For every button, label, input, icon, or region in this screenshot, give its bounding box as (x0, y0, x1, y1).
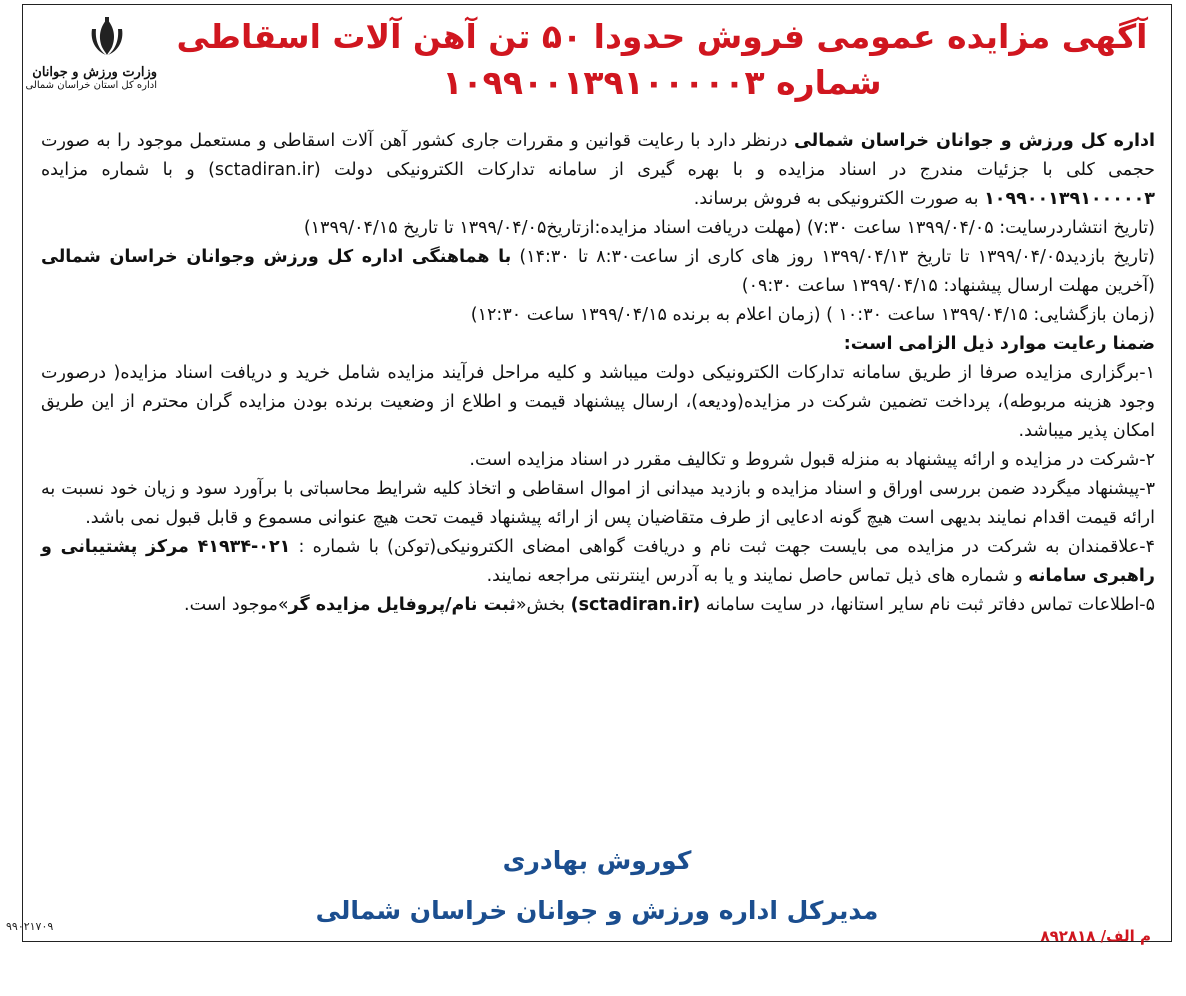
item5-mid: بخش« (515, 595, 571, 615)
publish-dates: (تاریخ انتشاردرسایت: ۱۳۹۹/۰۴/۰۵ ساعت ۷:۳۰) (مهلت دریافت اسناد مزایده:ازتاریخ۱۳۹۹/۰۴/۰۵ تا تاریخ ۱۳۹۹/۰۴/۱۵) (303, 218, 1155, 238)
organization-name: اداره کل ورزش و جوانان خراسان شمالی (793, 131, 1155, 151)
auction-number: ۱۰۹۹۰۰۱۳۹۱۰۰۰۰۰۳ (984, 189, 1155, 209)
condition-item-2: ۲-شرکت در مزایده و ارائه پیشنهاد به منزله قبول شروط و تکالیف مقرر در اسناد مزایده است. (469, 450, 1155, 470)
condition-item-4 (41, 533, 1155, 591)
visit-dates (41, 243, 1155, 301)
item4-tail: و شماره های ذیل تماس حاصل نمایند و یا به آدرس اینترنتی مراجعه نمایند. (486, 566, 1029, 586)
ministry-logo (25, 15, 157, 115)
notice-code: م الف/ ۸۹۲۸۱۸ (1040, 927, 1151, 945)
opening-dates: (زمان بازگشایی: ۱۳۹۹/۰۴/۱۵ ساعت ۱۰:۳۰ ) (زمان اعلام به برنده ۱۳۹۹/۰۴/۱۵ ساعت ۱۲:۳۰) (470, 305, 1155, 325)
notice-frame (22, 4, 1172, 945)
site-address: (sctadiran.ir) (570, 595, 701, 615)
intro-paragraph (41, 127, 1155, 214)
condition-item-1: ۱-برگزاری مزایده صرفا از طریق سامانه تدارکات الکترونیکی دولت میباشد و کلیه مراحل فرآیند مزایده شامل خرید و دریافت اسناد مزایده( درصورت وجود هزینه مربوطه)، پرداخت تضمین شرکت در مزایده(ودیعه)، ارسال پیشنهاد قیمت و اطلاع از وضعیت برنده بودن مزایده گران محترم از این طریق امکان پذیر میباشد. (41, 363, 1155, 441)
notice-title (173, 15, 1151, 107)
logo-office-name: اداره کل استان خراسان شمالی (25, 80, 157, 91)
intro-text: درنظر دارد با رعایت قوانین و مقررات جاری کشور آهن آلات اسقاطی و مستعمل موجود را به صورت حجمی کلی با جزئیات مندرج در اسناد مزایده و با بهره گیری از سامانه تدارکات الکترونیکی دولت (sctadiran.ir) و با شماره مزایده (41, 131, 1155, 180)
support-center: ۰۲۱-۴۱۹۳۴ مرکز پشتیبانی و راهبری سامانه (41, 537, 1155, 586)
visit-text: (تاریخ بازدید۱۳۹۹/۰۴/۰۵ تا تاریخ ۱۳۹۹/۰۴/۱۳ روز های کاری از ساعت۸:۳۰ تا ۱۴:۳۰) (511, 247, 1156, 267)
notice-body (41, 127, 1155, 620)
profile-section: ثبت نام/پروفایل مزایده گر (288, 595, 516, 615)
conditions-heading: ضمنا رعایت موارد ذیل الزامی است: (843, 334, 1155, 354)
signature-block (23, 841, 1171, 931)
intro-tail: به صورت الکترونیکی به فروش برساند. (693, 189, 985, 209)
side-number: ۹۹۰۲۱۷۰۹ (6, 920, 54, 933)
item4-text: ۴-علاقمندان به شرکت در مزایده می بایست جهت ثبت نام و دریافت گواهی امضای الکترونیکی(توکن) با شماره : (290, 537, 1155, 557)
title-line-2: شماره ۱۰۹۹۰۰۱۳۹۱۰۰۰۰۰۳ (442, 63, 882, 102)
signatory-name: کوروش بهادری (502, 846, 692, 875)
logo-ministry-name: وزارت ورزش و جوانان (32, 65, 157, 80)
emblem-icon (84, 15, 130, 61)
item5-tail: »موجود است. (184, 595, 289, 615)
condition-item-3: ۳-پیشنهاد میگردد ضمن بررسی اوراق و اسناد مزایده و بازدید میدانی از اموال اسقاطی و اتخاذ کلیه شرایط محاسباتی با برآورد سود و زیان خود نسبت به ارائه قیمت اقدام نمایند بدیهی است هیچ گونه ادعایی از طرف متقاضیان پس از ارائه پیشنهاد قیمت تحت هیچ عنوانی مسموع و قابل قبول نمی باشد. (41, 479, 1155, 528)
condition-item-5 (41, 591, 1155, 620)
item5-text: ۵-اطلاعات تماس دفاتر ثبت نام سایر استانها، در سایت سامانه (700, 595, 1155, 615)
visit-coordination: با هماهنگی اداره کل ورزش وجوانان خراسان شمالی (41, 247, 512, 267)
signatory-role: مدیرکل اداره ورزش و جوانان خراسان شمالی (315, 896, 879, 925)
visit-deadline: (آخرین مهلت ارسال پیشنهاد: ۱۳۹۹/۰۴/۱۵ ساعت ۰۹:۳۰) (741, 276, 1155, 296)
title-line-1: آگهی مزایده عمومی فروش حدودا ۵۰ تن آهن آلات اسقاطی (176, 17, 1148, 56)
